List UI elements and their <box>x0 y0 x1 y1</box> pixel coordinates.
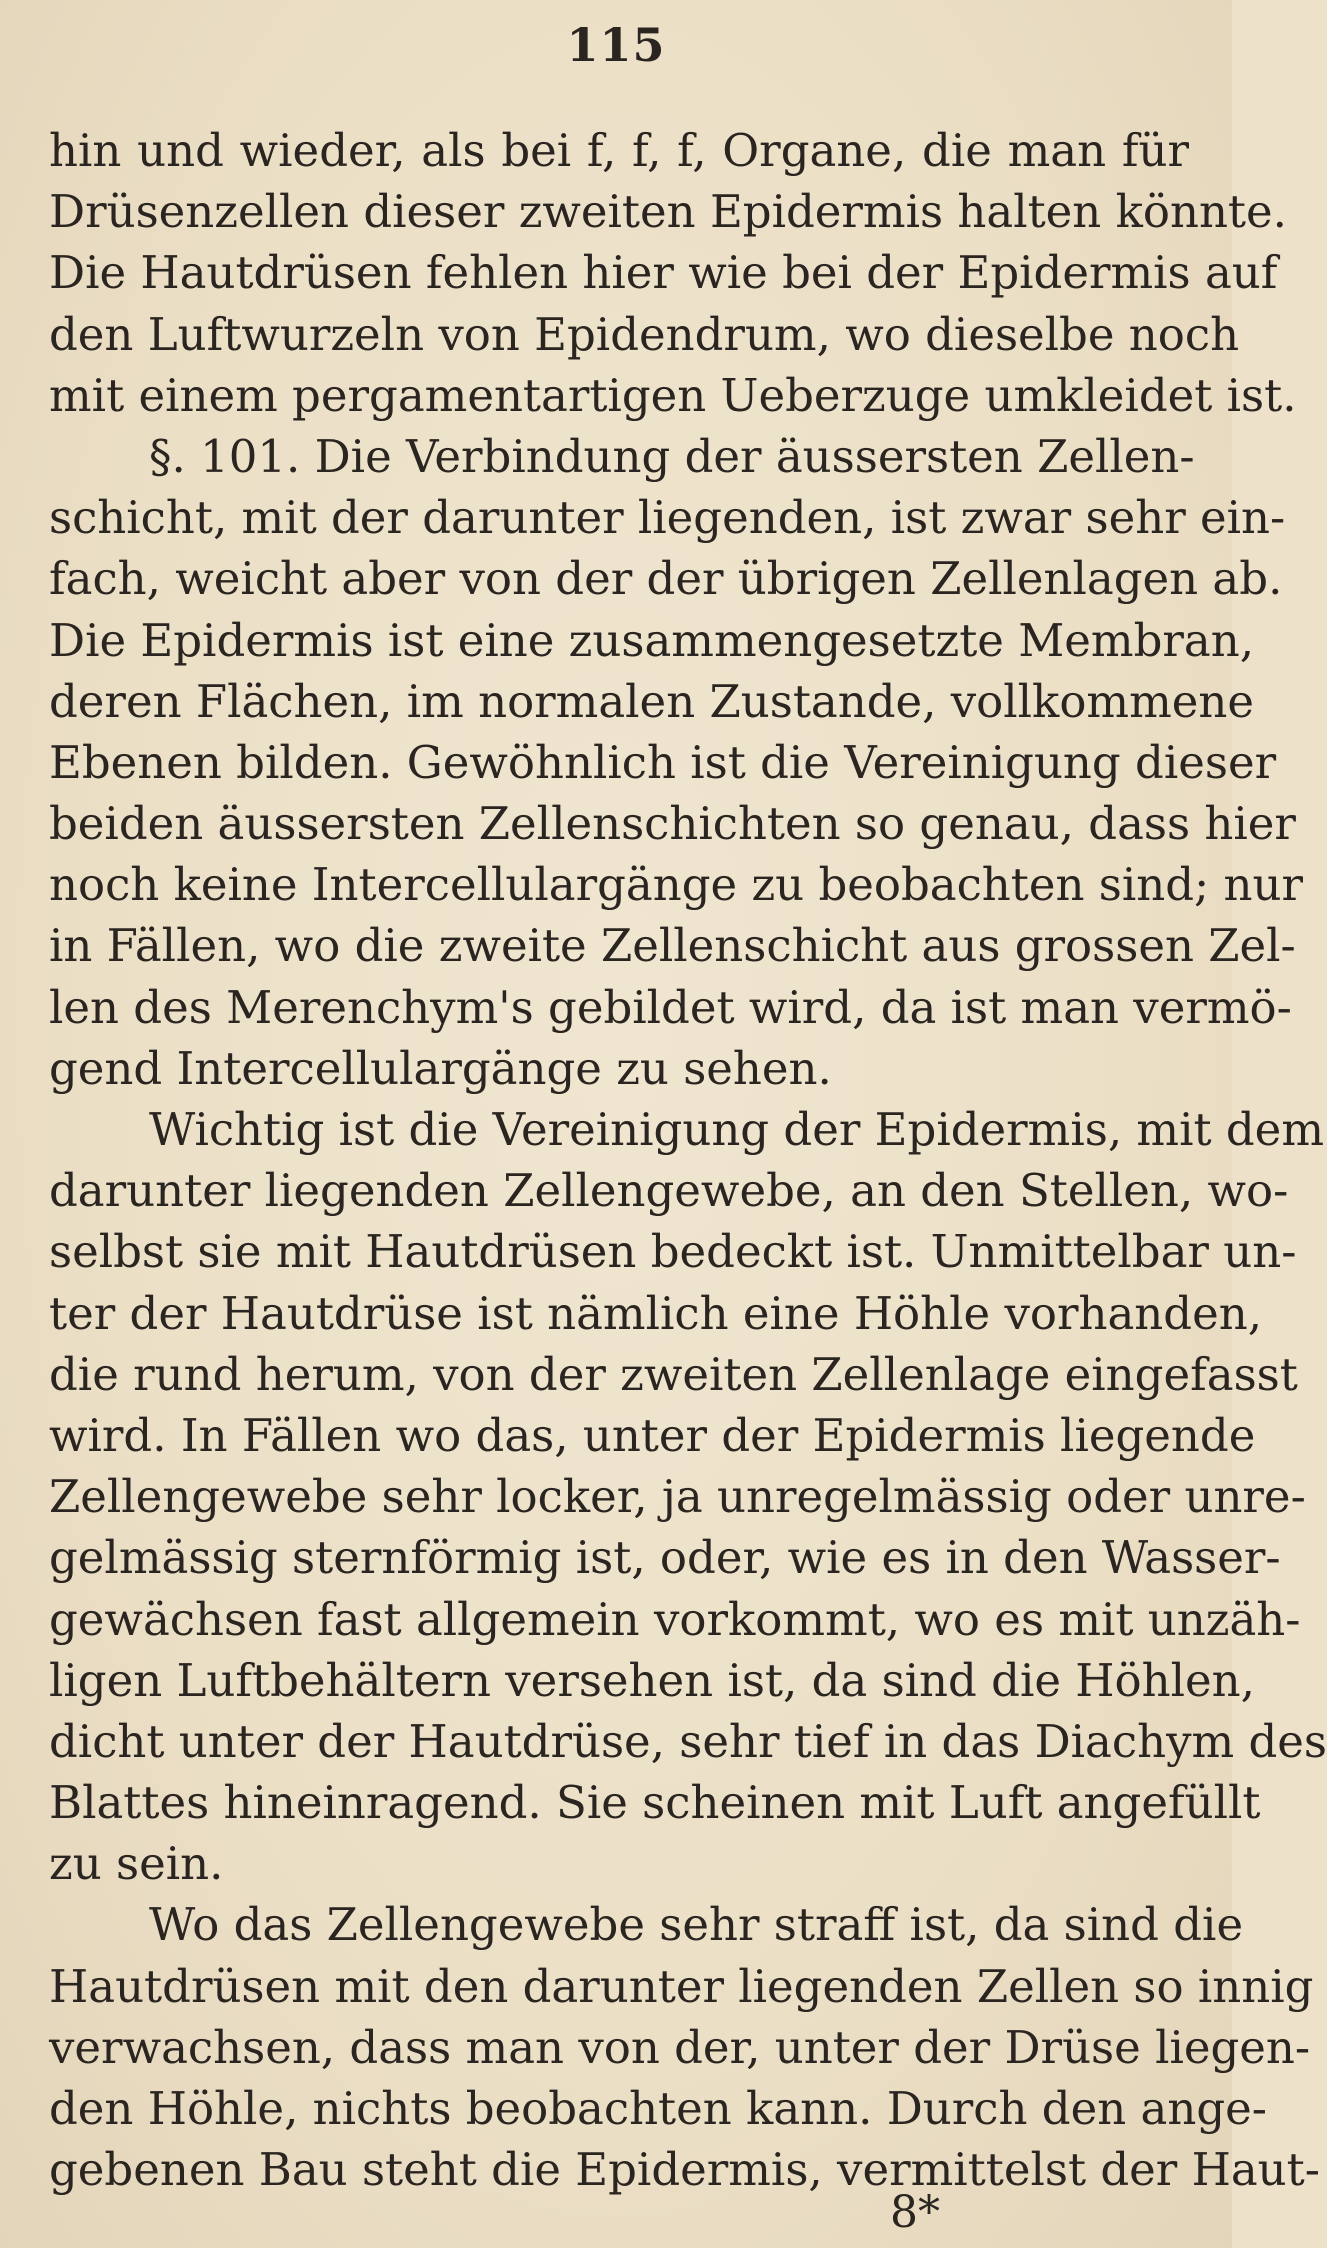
text-line: Blattes hineinragend. Sie scheinen mit Luft angefüllt <box>49 1776 1261 1830</box>
text-line: die rund herum, von der zweiten Zellenlage eingefasst <box>49 1347 1298 1401</box>
page-number: 115 <box>566 18 666 72</box>
text-line: darunter liegenden Zellengewebe, an den Stellen, wo- <box>49 1164 1289 1218</box>
text-line: gebenen Bau steht die Epidermis, vermittelst der Haut- <box>49 2143 1320 2197</box>
text-line: Ebenen bilden. Gewöhnlich ist die Vereinigung dieser <box>49 735 1277 789</box>
text-line: hin und wieder, als bei f, f, f, Organe, die man für <box>49 124 1189 177</box>
text-line: deren Flächen, im normalen Zustande, vollkommene <box>49 674 1255 728</box>
text-line: ligen Luftbehältern versehen ist, da sind die Höhlen, <box>49 1653 1255 1707</box>
text-line: gewächsen fast allgemein vorkommt, wo es mit unzäh- <box>49 1592 1301 1646</box>
text-line: Die Hautdrüsen fehlen hier wie bei der Epidermis auf <box>49 246 1278 300</box>
text-line: beiden äussersten Zellenschichten so genau, dass hier <box>49 797 1296 851</box>
text-line: Wo das Zellengewebe sehr straff ist, da sind die <box>149 1898 1244 1952</box>
text-line: gelmässig sternförmig ist, oder, wie es in den Wasser- <box>49 1531 1281 1585</box>
text-line: gend Intercellulargänge zu sehen. <box>49 1041 832 1095</box>
text-line: fach, weicht aber von der der übrigen Zellenlagen ab. <box>49 552 1283 606</box>
text-line: §. 101. Die Verbindung der äussersten Zellen- <box>149 429 1195 483</box>
text-line: wird. In Fällen wo das, unter der Epidermis liegende <box>49 1408 1256 1462</box>
text-line: noch keine Intercellulargänge zu beobachten sind; nur <box>49 858 1304 912</box>
text-line: mit einem pergamentartigen Ueberzuge umkleidet ist. <box>49 368 1297 422</box>
text-line: Hautdrüsen mit den darunter liegenden Zellen so innig <box>49 1959 1314 2013</box>
text-line: selbst sie mit Hautdrüsen bedeckt ist. Unmittelbar un- <box>49 1225 1297 1279</box>
text-line: den Luftwurzeln von Epidendrum, wo dieselbe noch <box>49 307 1240 361</box>
text-line: den Höhle, nichts beobachten kann. Durch den ange- <box>49 2082 1267 2135</box>
text-line: Die Epidermis ist eine zusammengesetzte Membran, <box>49 613 1255 667</box>
text-line: ter der Hautdrüse ist nämlich eine Höhle vorhanden, <box>49 1286 1263 1340</box>
text-line: dicht unter der Hautdrüse, sehr tief in das Diachym des <box>49 1714 1327 1768</box>
text-line: zu sein. <box>49 1837 224 1891</box>
text-line: in Fällen, wo die zweite Zellenschicht aus grossen Zel- <box>49 919 1296 973</box>
signature-mark: 8* <box>890 2187 940 2238</box>
text-line: schicht, mit der darunter liegenden, ist zwar sehr ein- <box>49 491 1286 545</box>
text-line: Wichtig ist die Vereinigung der Epidermis, mit dem <box>149 1103 1324 1156</box>
text-line: len des Merenchym's gebildet wird, da ist man vermö- <box>49 980 1292 1034</box>
text-line: Drüsenzellen dieser zweiten Epidermis halten könnte. <box>49 185 1287 239</box>
text-line: Zellengewebe sehr locker, ja unregelmässig oder unre- <box>49 1470 1306 1524</box>
body-text <box>49 120 1327 2200</box>
text-line: verwachsen, dass man von der, unter der Drüse liegen- <box>49 2020 1311 2074</box>
